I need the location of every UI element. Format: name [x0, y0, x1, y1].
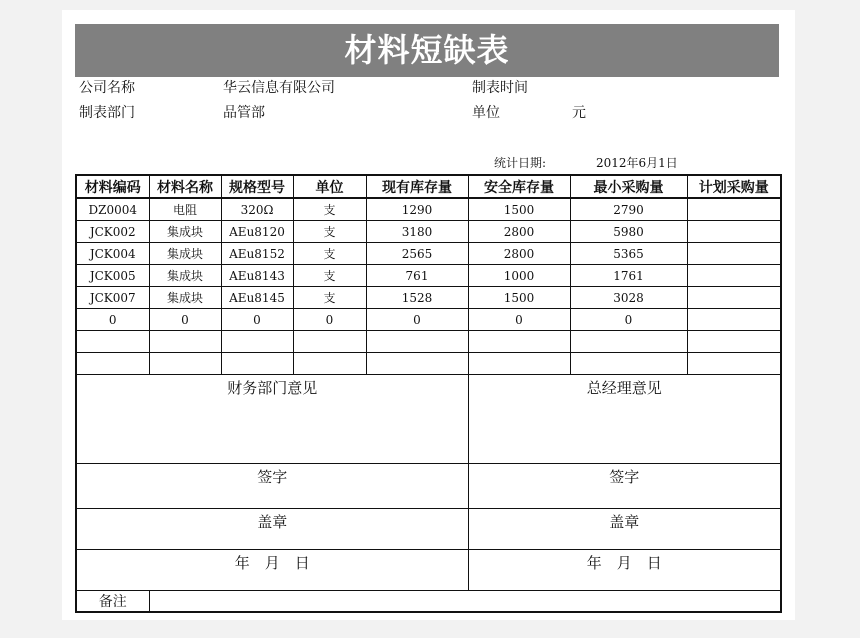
- table-cell[interactable]: 0: [293, 309, 366, 331]
- table-cell[interactable]: [687, 243, 781, 265]
- table-cell[interactable]: 0: [570, 309, 687, 331]
- company-label: 公司名称: [79, 80, 135, 96]
- table-cell[interactable]: 支: [293, 198, 366, 221]
- table-row: [76, 309, 781, 331]
- table-cell[interactable]: 集成块: [149, 221, 221, 243]
- shortage-table: [75, 174, 782, 613]
- table-cell[interactable]: [221, 353, 293, 375]
- finance-seal[interactable]: 盖章: [76, 509, 468, 550]
- page-title: 材料短缺表: [75, 24, 779, 77]
- column-header: 规格型号: [221, 175, 293, 198]
- table-cell[interactable]: [293, 331, 366, 353]
- unit-label: 单位: [472, 105, 500, 121]
- table-cell[interactable]: 1000: [468, 265, 570, 287]
- column-header: 单位: [293, 175, 366, 198]
- unit-value[interactable]: 元: [572, 105, 586, 121]
- date-label: 统计日期:: [494, 156, 547, 170]
- table-cell[interactable]: 支: [293, 221, 366, 243]
- table-cell[interactable]: AEu8120: [221, 221, 293, 243]
- table-cell[interactable]: 0: [221, 309, 293, 331]
- table-cell[interactable]: 0: [468, 309, 570, 331]
- table-cell[interactable]: AEu8152: [221, 243, 293, 265]
- table-cell[interactable]: [468, 353, 570, 375]
- table-cell[interactable]: [687, 198, 781, 221]
- time-label: 制表时间: [472, 80, 528, 96]
- table-cell[interactable]: 2790: [570, 198, 687, 221]
- table-cell[interactable]: 320Ω: [221, 198, 293, 221]
- table-cell[interactable]: [76, 353, 149, 375]
- table-cell[interactable]: [468, 331, 570, 353]
- table-cell[interactable]: 1528: [366, 287, 468, 309]
- column-header: 安全库存量: [468, 175, 570, 198]
- manager-seal[interactable]: 盖章: [468, 509, 781, 550]
- finance-date[interactable]: 年 月 日: [76, 550, 468, 591]
- table-cell[interactable]: [76, 331, 149, 353]
- table-cell[interactable]: JCK005: [76, 265, 149, 287]
- table-cell[interactable]: 0: [76, 309, 149, 331]
- column-header: 材料名称: [149, 175, 221, 198]
- table-cell[interactable]: 支: [293, 243, 366, 265]
- table-row: [76, 265, 781, 287]
- table-cell[interactable]: [149, 331, 221, 353]
- table-cell[interactable]: 2565: [366, 243, 468, 265]
- column-header: 材料编码: [76, 175, 149, 198]
- table-cell[interactable]: [687, 287, 781, 309]
- table-cell[interactable]: 1290: [366, 198, 468, 221]
- table-cell[interactable]: [687, 265, 781, 287]
- table-cell[interactable]: [366, 353, 468, 375]
- table-cell[interactable]: JCK007: [76, 287, 149, 309]
- manager-sign[interactable]: 签字: [468, 464, 781, 509]
- column-header: 计划采购量: [687, 175, 781, 198]
- table-cell[interactable]: [687, 221, 781, 243]
- table-row: [76, 198, 781, 221]
- finance-sign[interactable]: 签字: [76, 464, 468, 509]
- table-row: [76, 243, 781, 265]
- table-cell[interactable]: 2800: [468, 221, 570, 243]
- table-cell[interactable]: 0: [149, 309, 221, 331]
- manager-date[interactable]: 年 月 日: [468, 550, 781, 591]
- manager-opinion[interactable]: 总经理意见: [468, 375, 781, 464]
- company-value[interactable]: 华云信息有限公司: [223, 80, 335, 96]
- table-cell[interactable]: 2800: [468, 243, 570, 265]
- table-cell[interactable]: [149, 353, 221, 375]
- table-cell[interactable]: 5365: [570, 243, 687, 265]
- table-cell[interactable]: 集成块: [149, 287, 221, 309]
- table-cell[interactable]: 761: [366, 265, 468, 287]
- table-cell[interactable]: DZ0004: [76, 198, 149, 221]
- table-cell[interactable]: [366, 331, 468, 353]
- dept-label: 制表部门: [79, 105, 135, 121]
- table-row: [76, 221, 781, 243]
- column-header: 最小采购量: [570, 175, 687, 198]
- note-cell[interactable]: [149, 591, 781, 613]
- table-cell[interactable]: 支: [293, 265, 366, 287]
- table-cell[interactable]: 3028: [570, 287, 687, 309]
- table-cell[interactable]: [570, 353, 687, 375]
- table-cell[interactable]: 集成块: [149, 265, 221, 287]
- table-row: [76, 353, 781, 375]
- table-cell[interactable]: 支: [293, 287, 366, 309]
- table-cell[interactable]: 3180: [366, 221, 468, 243]
- header-row: [76, 175, 781, 198]
- column-header: 现有库存量: [366, 175, 468, 198]
- table-cell[interactable]: [570, 331, 687, 353]
- finance-opinion[interactable]: 财务部门意见: [76, 375, 468, 464]
- date-value[interactable]: 2012年6月1日: [596, 156, 678, 170]
- dept-value[interactable]: 品管部: [223, 105, 265, 121]
- table-cell[interactable]: 1500: [468, 287, 570, 309]
- table-cell[interactable]: [687, 331, 781, 353]
- table-cell[interactable]: JCK004: [76, 243, 149, 265]
- table-cell[interactable]: 集成块: [149, 243, 221, 265]
- note-label: 备注: [76, 591, 149, 613]
- table-cell[interactable]: 5980: [570, 221, 687, 243]
- table-cell[interactable]: [293, 353, 366, 375]
- table-cell[interactable]: [687, 309, 781, 331]
- table-row: [76, 331, 781, 353]
- table-cell[interactable]: JCK002: [76, 221, 149, 243]
- table-cell[interactable]: AEu8143: [221, 265, 293, 287]
- table-cell[interactable]: 电阻: [149, 198, 221, 221]
- table-cell[interactable]: 1500: [468, 198, 570, 221]
- table-cell[interactable]: AEu8145: [221, 287, 293, 309]
- table-cell[interactable]: [221, 331, 293, 353]
- table-cell[interactable]: 1761: [570, 265, 687, 287]
- table-cell[interactable]: [687, 353, 781, 375]
- table-row: [76, 287, 781, 309]
- table-cell[interactable]: 0: [366, 309, 468, 331]
